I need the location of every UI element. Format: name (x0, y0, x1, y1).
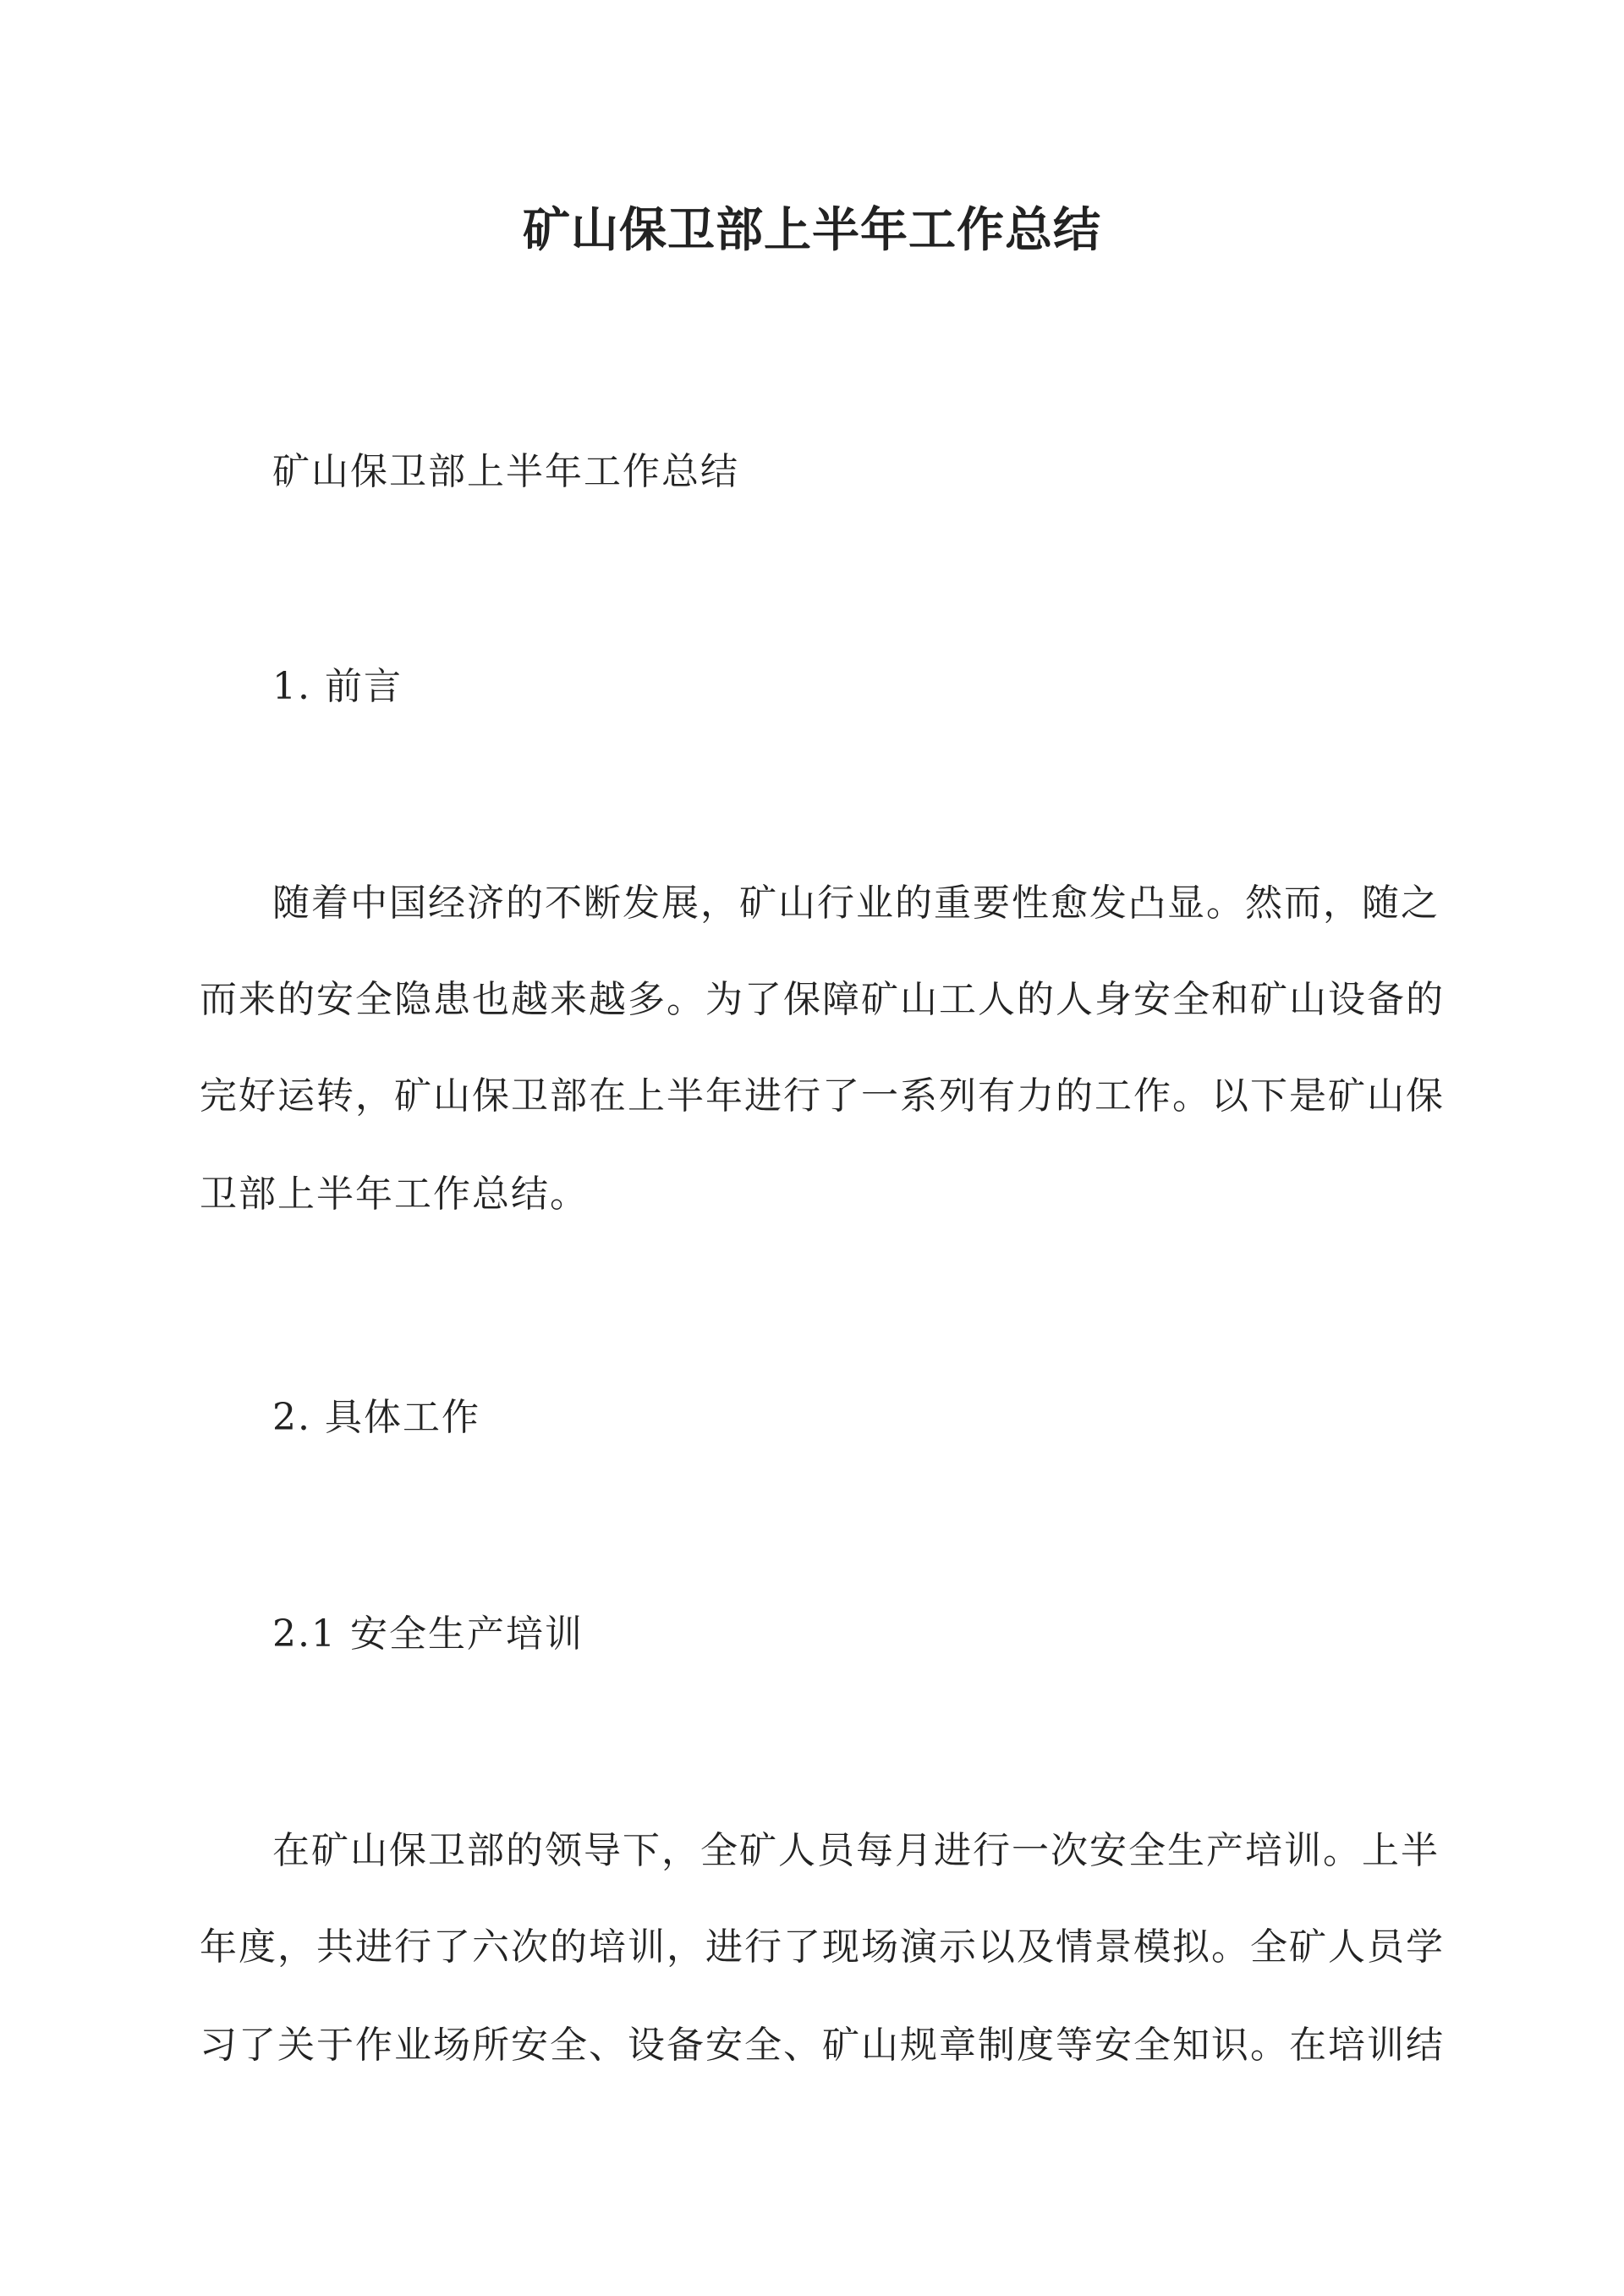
paragraph-line: 完好运转，矿山保卫部在上半年进行了一系列有力的工作。以下是矿山保 (200, 1074, 1445, 1118)
document-title: 矿山保卫部上半年工作总结 (523, 202, 1101, 258)
section-heading-preface: 1. 前言 (272, 665, 403, 708)
section-heading-work: 2. 具体工作 (272, 1396, 480, 1439)
paragraph-line: 而来的安全隐患也越来越多。为了保障矿山工人的人身安全和矿山设备的 (200, 978, 1445, 1021)
paragraph-line: 随着中国经济的不断发展，矿山行业的重要性愈发凸显。然而，随之 (272, 882, 1440, 925)
paragraph-line: 习了关于作业场所安全、设备安全、矿山规章制度等安全知识。在培训结 (200, 2024, 1445, 2067)
paragraph-line: 卫部上半年工作总结。 (200, 1173, 589, 1216)
document-subtitle: 矿山保卫部上半年工作总结 (272, 450, 739, 493)
paragraph-line: 年度，共进行了六次的培训，进行了现场演示以及情景模拟。全矿人员学 (200, 1925, 1445, 1969)
subsection-heading-training: 2.1 安全生产培训 (272, 1612, 584, 1656)
paragraph-line: 在矿山保卫部的领导下，全矿人员每月进行一次安全生产培训。上半 (272, 1829, 1440, 1872)
